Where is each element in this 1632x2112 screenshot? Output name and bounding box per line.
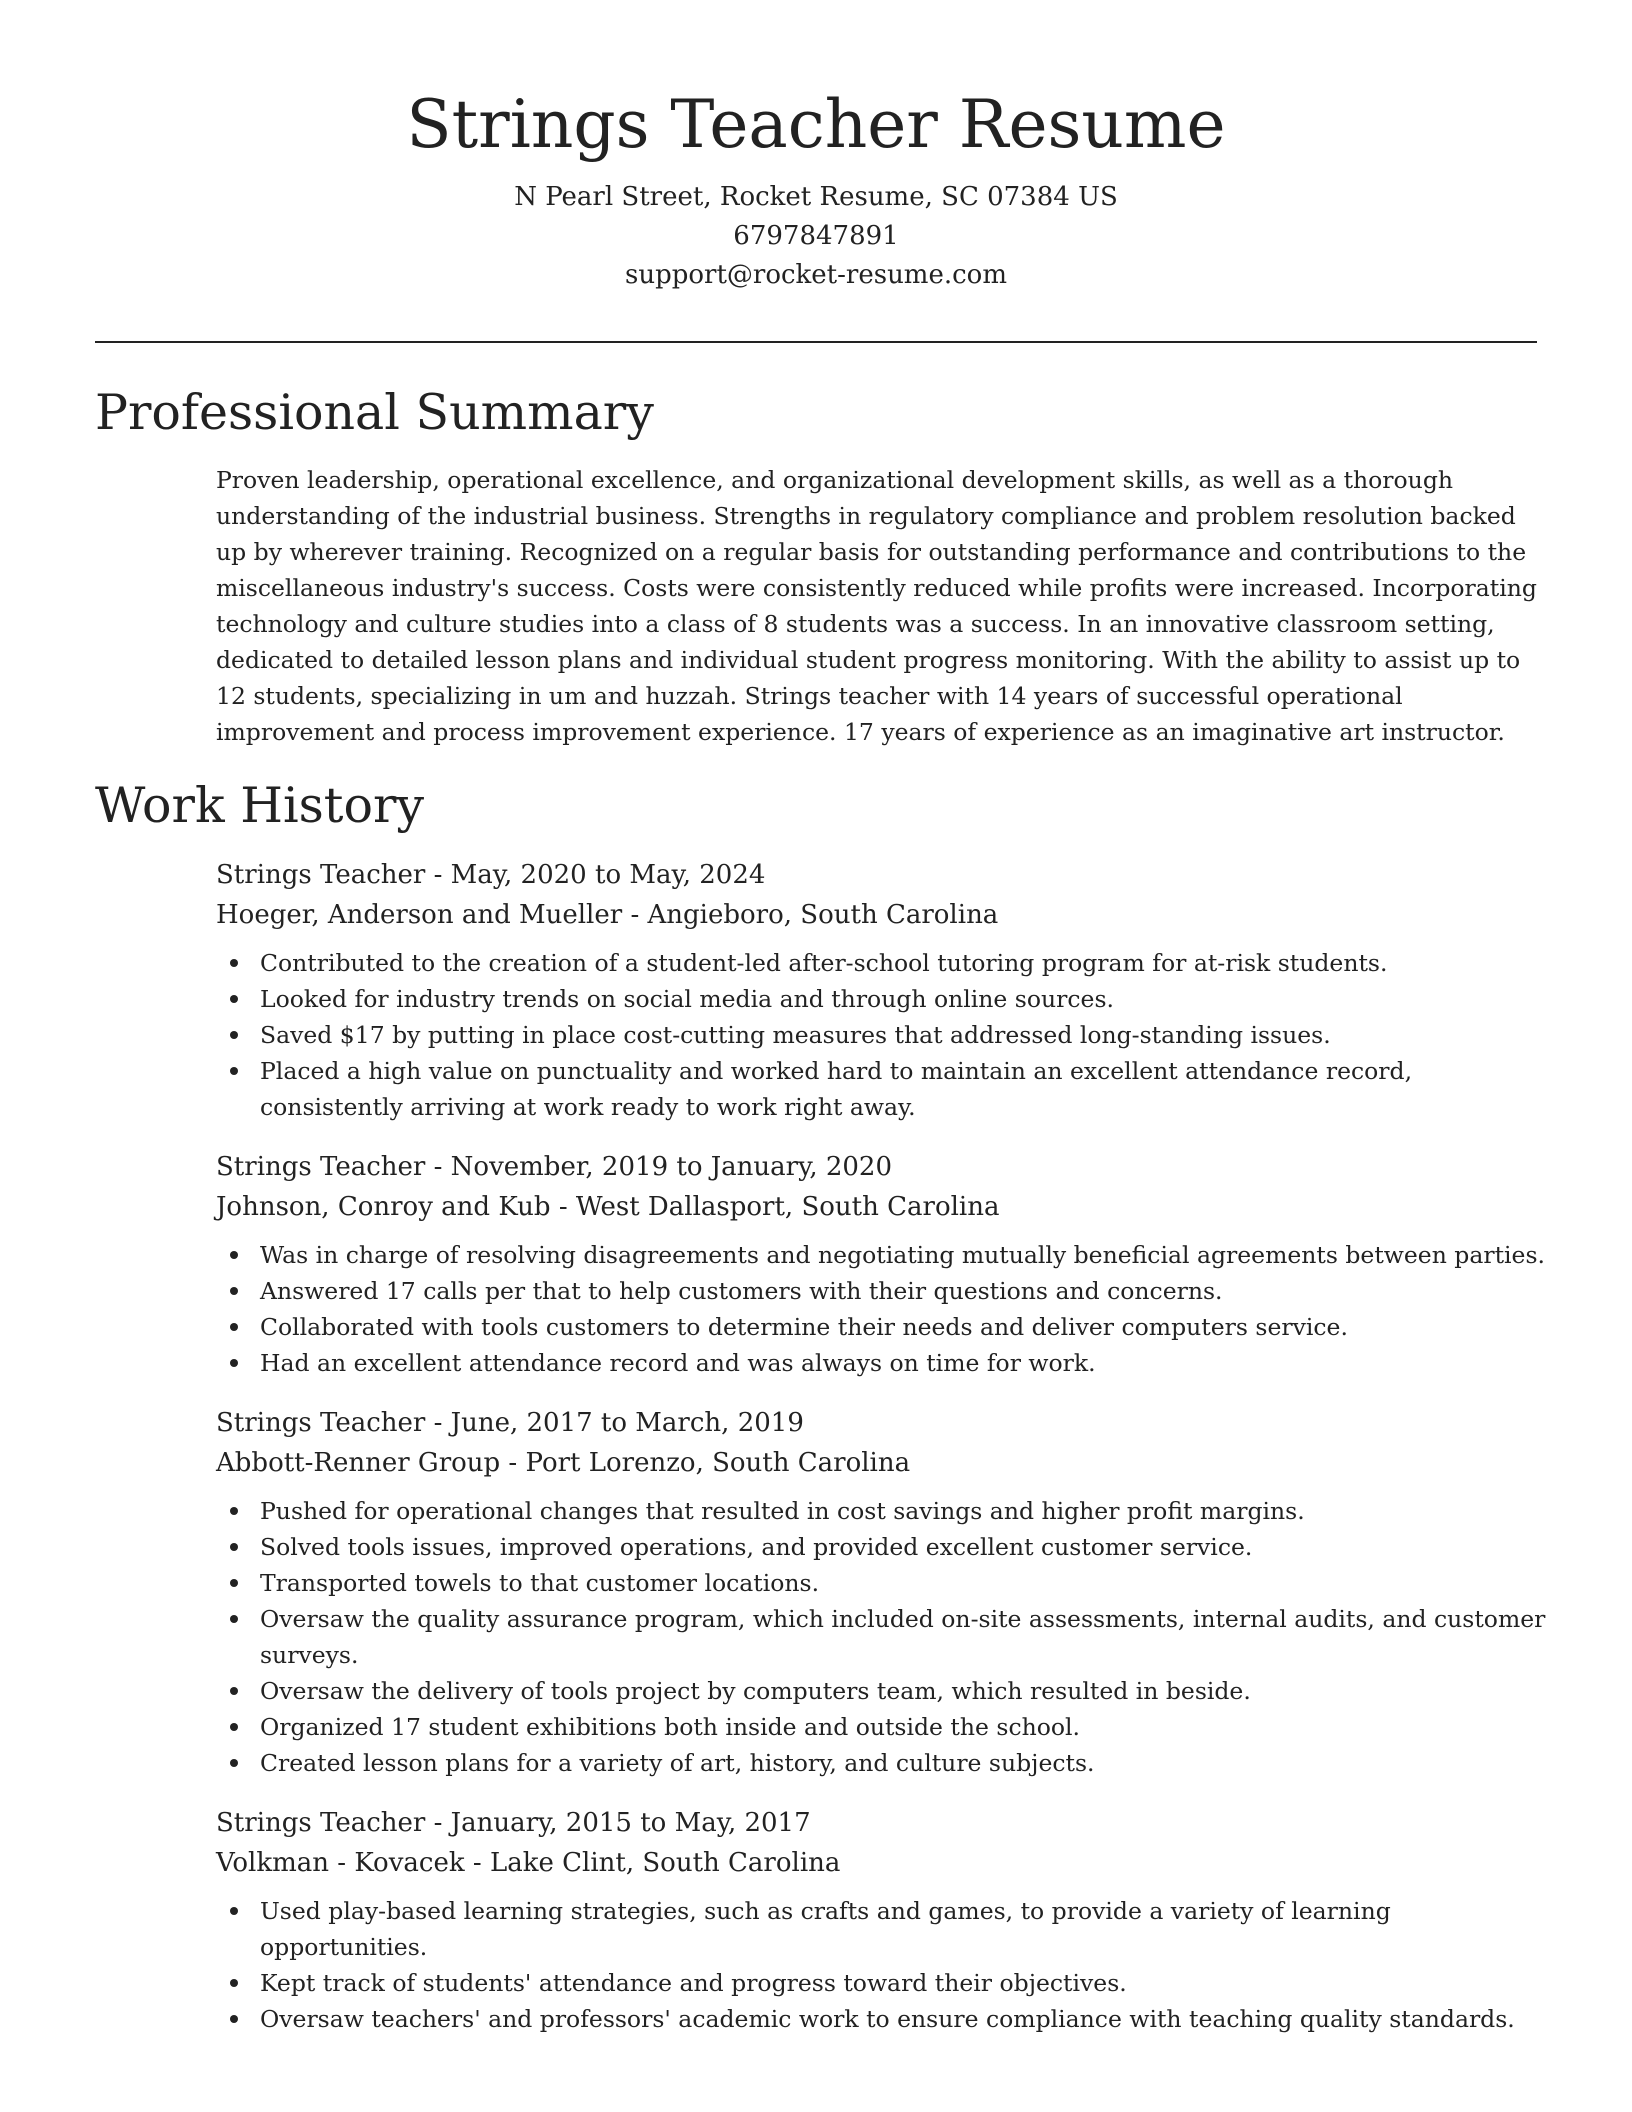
header-divider [95,341,1537,343]
job-location: Lake Clint, South Carolina [489,1848,841,1878]
job-bullet: Organized 17 student exhibitions both inside and outside the school. [260,1709,1546,1745]
job-bullet-list [216,1893,1546,2037]
job-title: Strings Teacher [216,1408,426,1438]
work-history-heading: Work History [95,777,425,834]
job-separator: - [425,1152,451,1182]
job-title-line [216,1147,1546,1187]
job-dates: June, 2017 to March, 2019 [450,1408,804,1438]
job-entry [216,1147,1546,1381]
resume-title: Strings Teacher Resume [406,86,1226,163]
summary-heading: Professional Summary [95,384,654,441]
job-company-line [216,1443,1546,1483]
job-bullet: Answered 17 calls per that to help customers with their questions and concerns. [260,1273,1546,1309]
job-bullet: Placed a high value on punctuality and worked hard to maintain an excellent attendance record, consistently arriving at work ready to work right away. [260,1053,1546,1125]
summary-text: Proven leadership, operational excellence, and organizational development skills, as well as a thorough understanding of the industrial business. Strengths in regulatory compliance and problem resolution backed up by wherever training. Recognized on a regular basis for outstanding performance and contributions to the miscellaneous industry's success. Costs were consistently reduced while profits were increased. Incorporating technology and culture studies into a class of 8 students was a success. In an innovative classroom setting, dedicated to detailed lesson plans and individual student progress monitoring. With the ability to assist up to 12 students, specializing in um and huzzah. Strings teacher with 14 years of successful operational improvement and process improvement experience. 17 years of experience as an imaginative art instructor. [216,466,1537,746]
job-entry [216,855,1546,1125]
job-separator: - [425,1408,451,1438]
job-bullet: Had an excellent attendance record and was always on time for work. [260,1345,1546,1381]
job-bullet: Solved tools issues, improved operations, and provided excellent customer service. [260,1529,1546,1565]
job-company: Hoeger, Anderson and Mueller [216,900,623,930]
job-dates: January, 2015 to May, 2017 [450,1808,811,1838]
job-bullet-list [216,945,1546,1125]
job-bullet: Pushed for operational changes that resulted in cost savings and higher profit margins. [260,1493,1546,1529]
job-title: Strings Teacher [216,1808,426,1838]
job-bullet: Contributed to the creation of a student-led after-school tutoring program for at-risk students. [260,945,1546,981]
contact-address: N Pearl Street, Rocket Resume, SC 07384 US [514,182,1118,212]
job-location: West Dallasport, South Carolina [575,1192,1000,1222]
job-company: Volkman - Kovacek [216,1848,465,1878]
job-bullet: Kept track of students' attendance and progress toward their objectives. [260,1965,1546,2001]
job-separator: - [500,1448,526,1478]
job-bullet: Used play-based learning strategies, such as crafts and games, to provide a variety of learning opportunities. [260,1893,1546,1965]
job-company-line [216,1187,1546,1227]
job-list [216,855,1546,2059]
job-location: Port Lorenzo, South Carolina [525,1448,911,1478]
resume-header [95,80,1537,295]
job-bullet-list [216,1237,1546,1381]
job-dates: November, 2019 to January, 2020 [450,1152,893,1182]
job-separator: - [464,1848,490,1878]
job-company: Abbott-Renner Group [216,1448,501,1478]
job-bullet-list [216,1493,1546,1781]
job-bullet: Created lesson plans for a variety of art, history, and culture subjects. [260,1745,1546,1781]
job-title-line [216,855,1546,895]
job-separator: - [425,860,451,890]
contact-phone: 6797847891 [733,221,899,251]
job-title: Strings Teacher [216,860,426,890]
job-bullet: Was in charge of resolving disagreements and negotiating mutually beneficial agreements between parties. [260,1237,1546,1273]
job-company-line [216,895,1546,935]
job-entry [216,1403,1546,1781]
job-bullet: Looked for industry trends on social media and through online sources. [260,981,1546,1017]
contact-email: support@rocket-resume.com [624,260,1007,290]
job-company: Johnson, Conroy and Kub [216,1192,551,1222]
job-bullet: Oversaw the quality assurance program, which included on-site assessments, internal audits, and customer surveys. [260,1601,1546,1673]
job-separator: - [622,900,648,930]
job-dates: May, 2020 to May, 2024 [450,860,766,890]
job-entry [216,1803,1546,2037]
job-bullet: Oversaw the delivery of tools project by computers team, which resulted in beside. [260,1673,1546,1709]
job-bullet: Collaborated with tools customers to determine their needs and deliver computers service. [260,1309,1546,1345]
job-separator: - [550,1192,576,1222]
job-separator: - [425,1808,451,1838]
job-bullet: Saved $17 by putting in place cost-cutting measures that addressed long-standing issues. [260,1017,1546,1053]
job-bullet: Transported towels to that customer locations. [260,1565,1546,1601]
job-title: Strings Teacher [216,1152,426,1182]
job-title-line [216,1403,1546,1443]
job-company-line [216,1843,1546,1883]
job-location: Angieboro, South Carolina [647,900,999,930]
job-bullet: Oversaw teachers' and professors' academic work to ensure compliance with teaching quality standards. [260,2001,1546,2037]
job-title-line [216,1803,1546,1843]
